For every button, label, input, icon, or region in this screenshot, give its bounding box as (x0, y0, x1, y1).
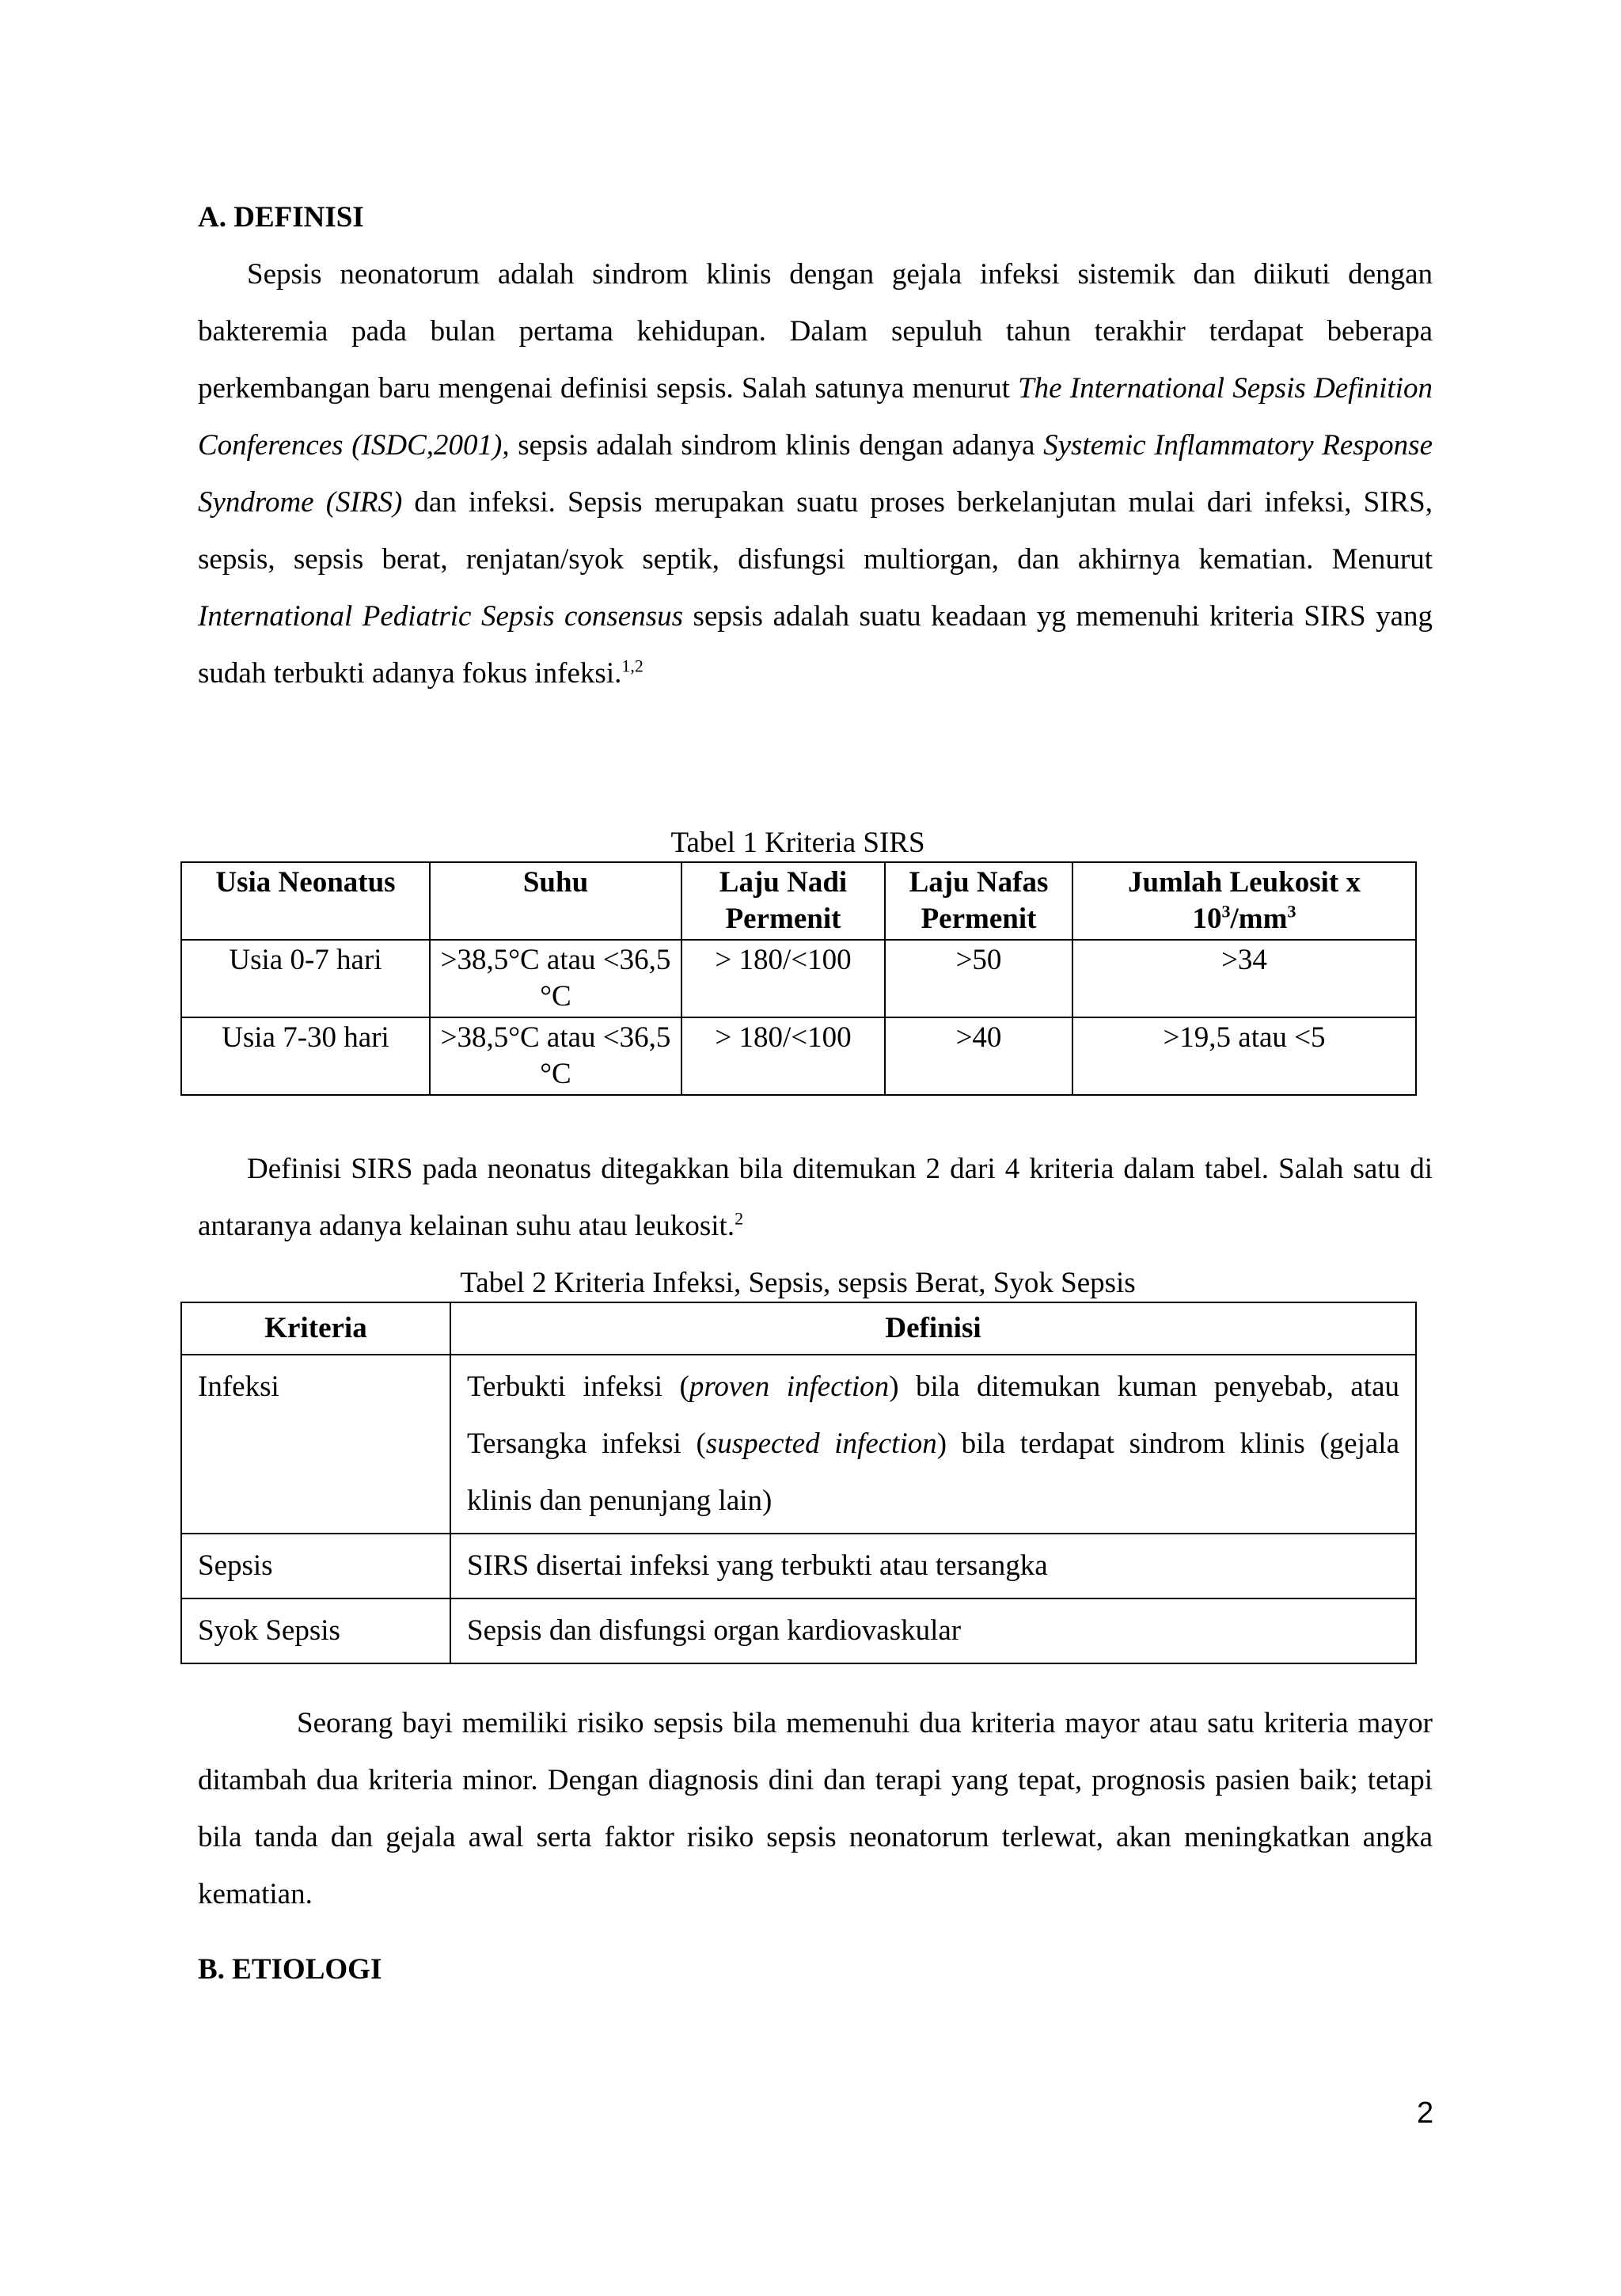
sirs-criteria-table (180, 861, 1417, 1096)
header-definisi: Definisi (450, 1302, 1416, 1355)
citation-superscript: 1,2 (621, 656, 643, 676)
section-heading-etiologi: B. ETIOLOGI (198, 1953, 382, 1986)
table-row: Usia 0-7 hari >38,5°C atau <36,5 °C > 180/<100 >50 >34 (181, 940, 1416, 1017)
citation-superscript: 2 (735, 1208, 744, 1229)
table-row: Syok Sepsis Sepsis dan disfungsi organ kardiovaskular (181, 1598, 1416, 1663)
table-header-row (181, 1302, 1416, 1355)
header-suhu: Suhu (430, 862, 681, 940)
header-laju-nafas: Laju Nafas Permenit (885, 862, 1072, 940)
header-laju-nadi: Laju Nadi Permenit (681, 862, 885, 940)
sirs-paragraph: Definisi SIRS pada neonatus ditegakkan bila ditemukan 2 dari 4 kriteria dalam tabel. Salah satu di antaranya adanya kelainan suhu atau leukosit.$^2$ (198, 1153, 1433, 1242)
table-header-row (181, 862, 1416, 940)
infection-criteria-table (180, 1302, 1417, 1664)
header-leukosit: Jumlah Leukosit x $10^3/mm^3$ (1072, 862, 1416, 940)
table2-caption: Tabel 2 Kriteria Infeksi, Sepsis, sepsis Berat, Syok Sepsis (460, 1267, 1136, 1299)
risk-paragraph: Seorang bayi memiliki risiko sepsis bila memenuhi dua kriteria mayor atau satu kriteria mayor ditambah dua kriteria minor. Dengan diagnosis dini dan terapi yang tepat, prognosis pasien baik; tetapi bila tanda dan gejala awal serta faktor risiko sepsis neonatorum terlewat, akan meningkatkan angka kematian. (198, 1707, 1433, 1910)
page-number: 2 (1417, 2096, 1434, 2130)
table-row: Usia 7-30 hari >38,5°C atau <36,5 °C > 180/<100 >40 >19,5 atau <5 (181, 1017, 1416, 1095)
header-usia: Usia Neonatus (181, 862, 430, 940)
table-row: Sepsis SIRS disertai infeksi yang terbukti atau tersangka (181, 1534, 1416, 1598)
definition-paragraph: Sepsis neonatorum adalah sindrom klinis dengan gejala infeksi sistemik dan diikuti dengan bakteremia pada bulan pertama kehidupan. Dalam sepuluh tahun terakhir terdapat beberapa perkembangan baru mengenai definisi sepsis. Salah satunya menurut The International Sepsis Definition Conferences (ISDC,2001), sepsis adalah sindrom klinis dengan adanya Systemic Inflammatory Response Syndrome (SIRS) dan infeksi. Sepsis merupakan suatu proses berkelanjutan mulai dari infeksi, SIRS, sepsis, sepsis berat, renjatan/syok septik, disfungsi multiorgan, dan akhirnya kematian. Menurut International Pediatric Sepsis consensus sepsis adalah suatu keadaan yg memenuhi kriteria SIRS yang sudah terbukti adanya fokus infeksi.$^{1,2}$ (198, 258, 1433, 690)
section-heading-definisi: A. DEFINISI (198, 201, 364, 234)
table1-caption: Tabel 1 Kriteria SIRS (670, 827, 925, 859)
table-row: Infeksi Terbukti infeksi (proven infection) bila ditemukan kuman penyebab, atau Tersangka infeksi (suspected infection) bila terdapat sindrom klinis (gejala klinis dan penunjang lain) (181, 1355, 1416, 1534)
header-kriteria: Kriteria (181, 1302, 450, 1355)
